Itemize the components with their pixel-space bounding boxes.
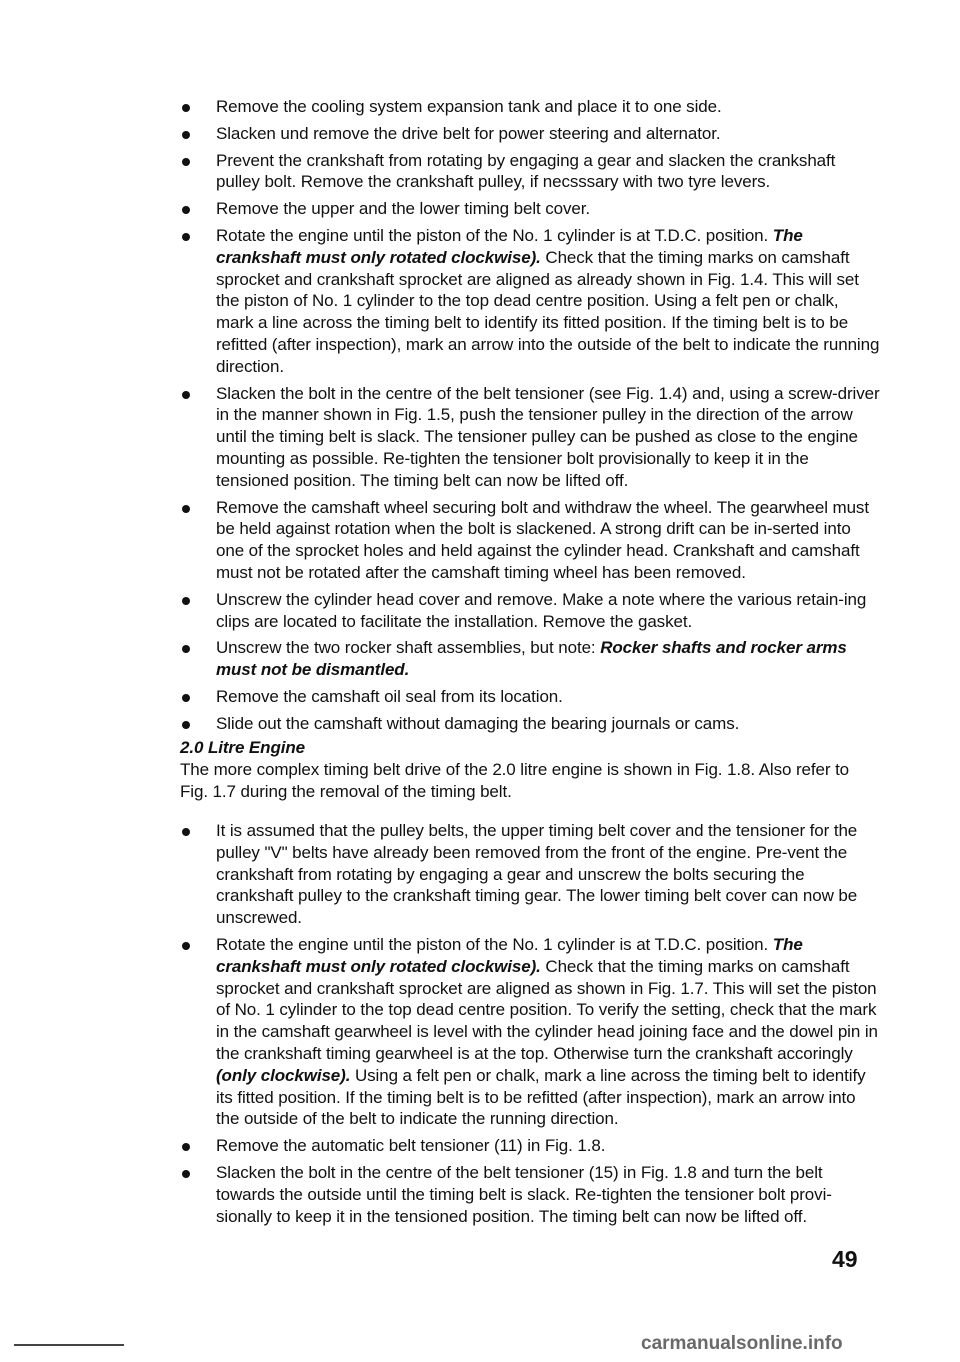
step-text: Check that the timing marks on camshaft sprocket and crankshaft sprocket are aligned as shown in Fig. 1.7. This will set the piston of No. 1 cylinder to the top dead centre position. To verify the setting, check that the mark in the camshaft gearwheel is level with the cylinder head joining face and the dowel pin in the crankshaft timing gearwheel is at the top. Otherwise turn the crankshaft accoringly <box>216 956 878 1063</box>
step-text: Slacken und remove the drive belt for power steering and alternator. <box>216 123 721 143</box>
bullet-icon <box>182 721 190 729</box>
section-intro: The more complex timing belt drive of the 2.0 litre engine is shown in Fig. 1.8. Also refer to Fig. 1.7 during the removal of the timing belt. <box>180 759 850 801</box>
step-item <box>180 1162 880 1227</box>
bullet-icon <box>182 131 190 139</box>
step-item <box>180 225 880 378</box>
bullet-icon <box>182 206 190 214</box>
step-item <box>180 713 880 735</box>
bullet-icon <box>182 233 190 241</box>
bullet-icon <box>182 597 190 605</box>
step-text: Rotate the engine until the piston of the No. 1 cylinder is at T.D.C. position. <box>216 934 773 954</box>
step-text: Unscrew the cylinder head cover and remove. Make a note where the various retain-ing clips are located to facilitate the installation. Remove the gasket. <box>216 589 867 631</box>
removal-steps-list <box>180 96 880 740</box>
engine-steps-list <box>180 820 880 1232</box>
step-item <box>180 686 880 708</box>
emphasis-text: The crankshaft must only rotated clockwise). <box>216 225 803 267</box>
step-item <box>180 934 880 1130</box>
bullet-icon <box>182 104 190 112</box>
emphasis-text: (only clockwise). <box>216 1065 351 1085</box>
step-text: Unscrew the two rocker shaft assemblies, but note: <box>216 638 601 658</box>
step-text: Check that the timing marks on camshaft sprocket and crankshaft sprocket are aligned as already shown in Fig. 1.4. This will set the piston of No. 1 cylinder to the top dead centre position. Using a felt pen or chalk, mark a line across the timing belt to identify its fitted position. If the timing belt is to be refitted (after inspection), mark an arrow into the outside of the belt to indicate the running direction. <box>216 247 880 376</box>
bullet-icon <box>182 694 190 702</box>
step-text: Prevent the crankshaft from rotating by engaging a gear and slacken the crankshaft pulley bolt. Remove the crankshaft pulley, if necsssary with two tyre levers. <box>216 150 836 192</box>
step-item <box>180 589 880 633</box>
step-item <box>180 1135 880 1157</box>
section-title: 2.0 Litre Engine <box>180 738 305 757</box>
step-text: Remove the camshaft oil seal from its location. <box>216 686 563 706</box>
step-text: It is assumed that the pulley belts, the upper timing belt cover and the tensioner for the pulley "V" belts have already been removed from the front of the engine. Pre-vent the crankshaft from rotating by engaging a gear and unscrew the bolts securing the crankshaft pulley to the crankshaft timing gear. The lower timing belt cover can now be unscrewed. <box>216 821 858 928</box>
step-text: Using a felt pen or chalk, mark a line across the timing belt to identify its fitted position. If the timing belt is to be refitted (after inspection), mark an arrow into the outside of the belt to indicate the running direction. <box>216 1065 866 1129</box>
scan-artifact-line <box>14 1344 124 1346</box>
step-item <box>180 150 880 194</box>
step-item <box>180 96 880 118</box>
bullet-icon <box>182 391 190 399</box>
bullet-icon <box>182 158 190 166</box>
bullet-icon <box>182 1170 190 1178</box>
step-item <box>180 497 880 584</box>
bullet-icon <box>182 942 190 950</box>
bullet-icon <box>182 505 190 513</box>
page-number: 49 <box>832 1246 858 1272</box>
step-item <box>180 637 880 681</box>
step-text: Rotate the engine until the piston of the No. 1 cylinder is at T.D.C. position. <box>216 225 773 245</box>
step-text: Remove the cooling system expansion tank and place it to one side. <box>216 97 722 116</box>
watermark: carmanualsonline.info <box>641 1333 843 1354</box>
bullet-icon <box>182 1143 190 1151</box>
emphasis-text: Rocker shafts and rocker arms must not be dismantled. <box>216 638 847 680</box>
step-item <box>180 123 880 145</box>
step-text: Slide out the camshaft without damaging the bearing journals or cams. <box>216 713 740 733</box>
engine-section <box>180 737 880 802</box>
step-item <box>180 198 880 220</box>
step-item <box>180 820 880 929</box>
emphasis-text: The crankshaft must only rotated clockwise). <box>216 934 803 976</box>
step-text: Remove the camshaft wheel securing bolt and withdraw the wheel. The gearwheel must be held against rotation when the bolt is slackened. A strong drift can be in-serted into one of the sprocket holes and held against the cylinder head. Crankshaft and camshaft must not be rotated after the camshaft timing wheel has been removed. <box>216 497 869 582</box>
bullet-icon <box>182 828 190 836</box>
step-text: Slacken the bolt in the centre of the belt tensioner (15) in Fig. 1.8 and turn the belt towards the outside until the timing belt is slack. Re-tighten the tensioner bolt provi-sionally to keep it in the tensioned position. The timing belt can now be lifted off. <box>216 1162 832 1226</box>
step-text: Remove the upper and the lower timing belt cover. <box>216 199 591 219</box>
step-text: Remove the automatic belt tensioner (11) in Fig. 1.8. <box>216 1136 606 1156</box>
bullet-icon <box>182 645 190 653</box>
step-item <box>180 383 880 492</box>
step-text: Slacken the bolt in the centre of the belt tensioner (see Fig. 1.4) and, using a screw-driver in the manner shown in Fig. 1.5, push the tensioner pulley in the direction of the arrow until the timing belt is slack. The tensioner pulley can be pushed as close to the engine mounting as possible. Re-tighten the tensioner bolt provisionally to keep it in the tensioned position. The timing belt can now be lifted off. <box>216 383 880 490</box>
